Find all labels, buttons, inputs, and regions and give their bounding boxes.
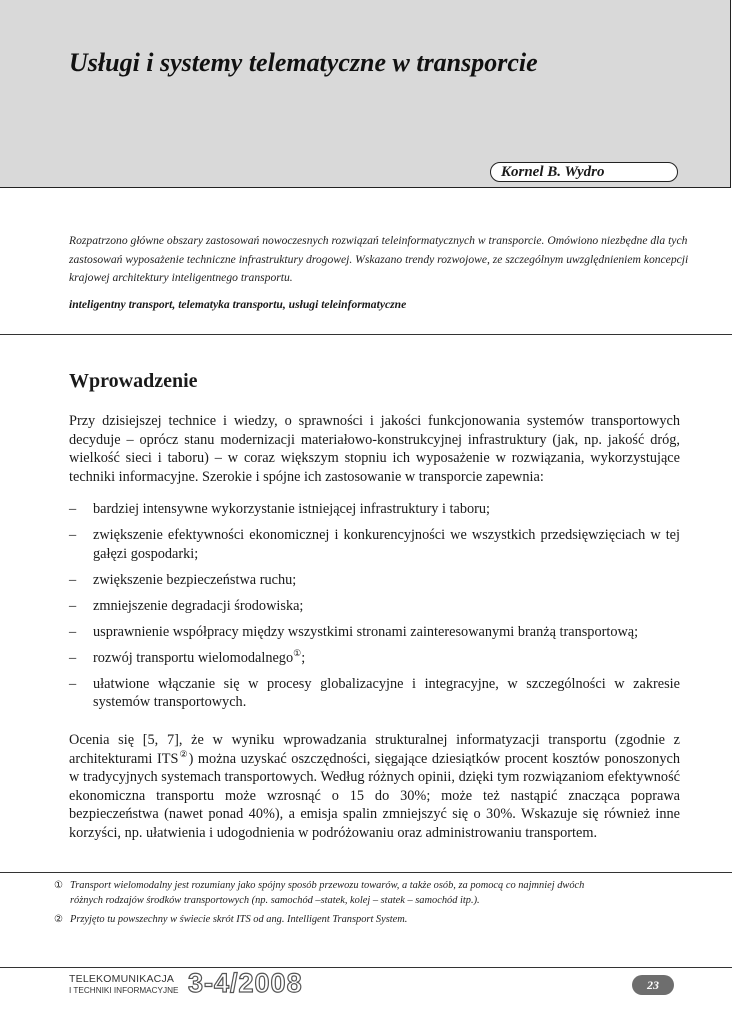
divider-footer xyxy=(0,967,732,968)
footnote-marker: ② xyxy=(54,914,63,925)
footnote-ref-2: ② xyxy=(178,748,189,759)
benefits-list xyxy=(69,500,680,719)
list-item-text: rozwój transportu wielomodalnego xyxy=(93,649,294,666)
divider-footnotes xyxy=(0,872,732,873)
journal-name-line1: TELEKOMUNIKACJA xyxy=(69,973,175,985)
list-item xyxy=(69,623,680,642)
list-dash: – xyxy=(69,649,77,666)
list-dash: – xyxy=(69,501,77,517)
article-title: Usługi i systemy telematyczne w transporcie xyxy=(69,48,538,77)
journal-issue: 3-4/2008 xyxy=(188,968,303,998)
intro-paragraph: Przy dzisiejszej technice i wiedzy, o sprawności i jakości funkcjonowania systemów transportowych decyduje – oprócz stanu modernizacji materiałowo-konstrukcyjnej infrastruktury (jak, np. jakość dróg, wielkość sieci i taboru) – w coraz większym stopniu ich wyposażenie w rozwiązania, wykorzystujące techniki informacyjne. Szerokie i spójne ich zastosowanie w transporcie zapewnia: xyxy=(69,413,680,485)
list-dash: – xyxy=(69,597,77,614)
footnote-text: Przyjęto tu powszechny w świecie skrót ITS od ang. Intelligent Transport System. xyxy=(70,914,408,925)
footnote-text: Transport wielomodalny jest rozumiany jako spójny sposób przewozu towarów, a także osób, za pomocą co najmniej dwóch xyxy=(70,880,585,891)
journal-name xyxy=(69,974,178,996)
savings-text-b: ) można uzyskać oszczędności, sięgające dziesiątków procent kosztów ponoszonych w tradycyjnych systemach transportowych. Według różnych opinii, dzięki tym rozwiązaniom efektywność ekonomiczna transportu może wzrosnąć o 15 do 30%; może też nastąpić znacząca poprawa bezpieczeństwa (nawet ponad 40%), a emisja spalin zmniejszyć się o 30%. Wskazuje się również inne korzyści, np. ułatwienia i udogodnienia w podróżowaniu oraz administrowaniu transportem. xyxy=(69,750,680,841)
journal-name-line2: I TECHNIKI INFORMACYJNE xyxy=(69,986,179,995)
list-item-text: zwiększenie efektywności ekonomicznej i konkurencyjności we wszystkich przedsięwzięciach w tej gałęzi gospodarki; xyxy=(93,527,680,562)
footnote-text-continued: różnych rodzajów środków transportowych (np. samochód –statek, kolej – statek – samochód itp.). xyxy=(70,895,480,906)
list-item-suffix: ; xyxy=(301,649,306,666)
list-dash: – xyxy=(69,527,77,543)
keywords: inteligentny transport, telematyka transportu, usługi teleinformatyczne xyxy=(69,298,407,311)
list-item xyxy=(69,649,680,668)
list-item-text: bardziej intensywne wykorzystanie istniejącej infrastruktury i taboru; xyxy=(93,501,491,517)
section-heading: Wprowadzenie xyxy=(69,370,198,392)
list-item xyxy=(69,526,680,563)
list-item xyxy=(69,571,680,590)
author-badge xyxy=(490,162,678,182)
list-item-text: zmniejszenie degradacji środowiska; xyxy=(93,597,304,614)
list-item xyxy=(69,597,680,616)
savings-text-a: Ocenia się [5, 7], że w wyniku wprowadzania strukturalnej informatyzacji transportu (zgodnie z architekturami ITS xyxy=(69,732,680,767)
list-item-text: usprawnienie współpracy między wszystkimi stronami zainteresowanymi branżą transportową; xyxy=(93,623,639,640)
list-item xyxy=(69,675,680,712)
header-box xyxy=(0,0,731,188)
savings-paragraph xyxy=(69,731,680,842)
footnote-2 xyxy=(54,912,674,927)
footnote-1 xyxy=(54,878,674,908)
footnote-ref-1: ① xyxy=(293,647,302,658)
list-dash: – xyxy=(69,623,77,640)
author-name: Kornel B. Wydro xyxy=(501,164,605,180)
list-item-text: ułatwione włączanie się w procesy globalizacyjne i integracyjne, w szczególności w zakresie systemów transportowych. xyxy=(93,675,680,710)
footnote-marker: ① xyxy=(54,880,63,891)
list-dash: – xyxy=(69,571,77,588)
list-dash: – xyxy=(69,675,77,692)
list-item-text: zwiększenie bezpieczeństwa ruchu; xyxy=(93,571,297,588)
list-item xyxy=(69,500,680,519)
divider-abstract xyxy=(0,334,732,335)
page-number: 23 xyxy=(632,975,674,995)
abstract: Rozpatrzono główne obszary zastosowań nowoczesnych rozwiązań teleinformatycznych w transporcie. Omówiono niezbędne dla tych zastosowań wyposażenie techniczne infrastruktury drogowej. Wskazano trendy rozwojowe, ze szczególnym uwzględnieniem koncepcji krajowej architektury inteligentnego transportu. xyxy=(69,234,689,284)
